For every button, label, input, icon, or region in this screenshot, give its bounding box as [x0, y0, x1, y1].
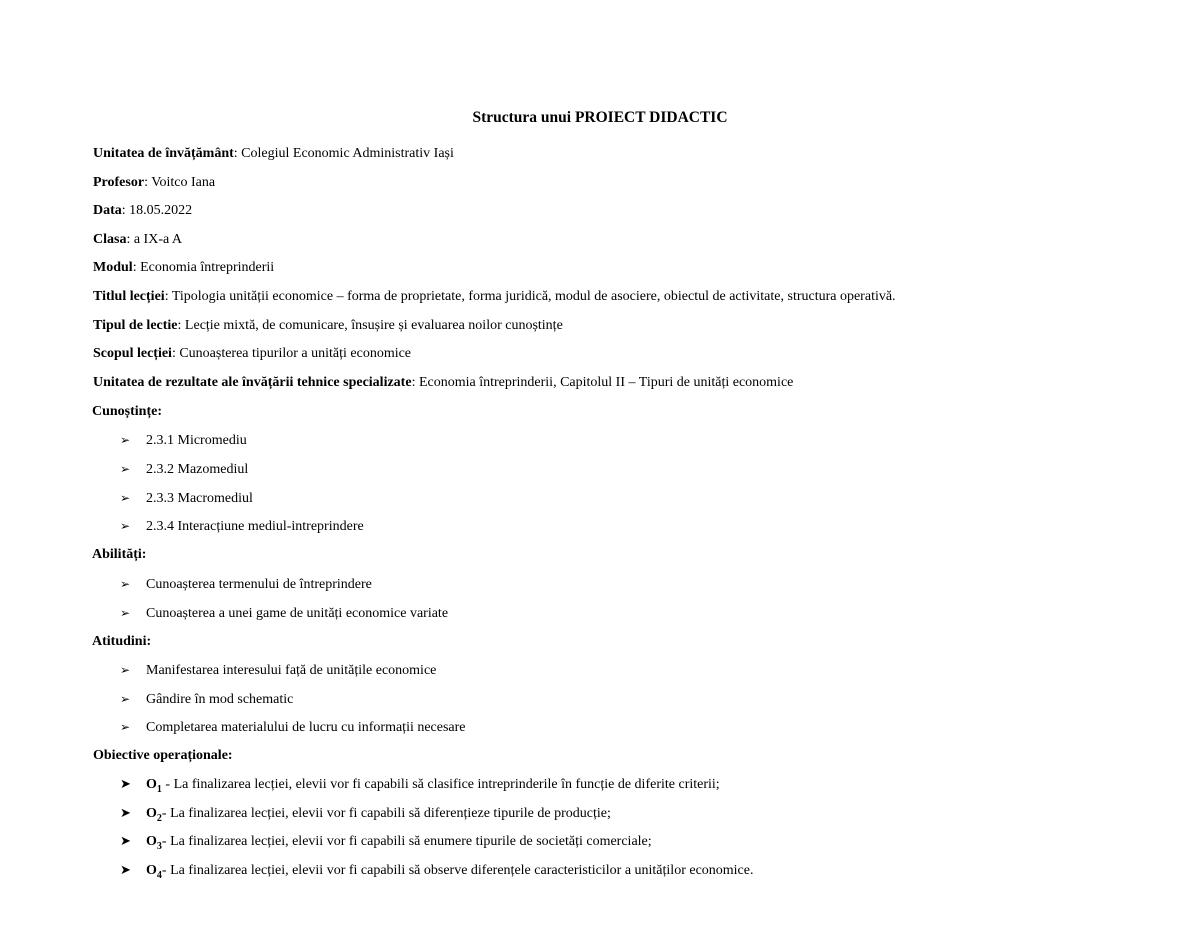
objective-item: ➤ $O_1$ - La finalizarea lecției, elevii vor fi capabili să clasifice intreprinderile în funcție de diferite criterii; — [120, 777, 720, 795]
field-label: Unitatea de rezultate ale învățării tehnice specializate — [93, 375, 412, 390]
field-value: Lecție mixtă, de comunicare, însușire și evaluarea noilor cunoștințe — [184, 318, 563, 333]
field-clasa: Clasa: a IX-a A — [93, 232, 183, 247]
list-item: ➢ Gândire în mod schematic — [120, 689, 293, 710]
arrowhead-bullet-icon: ➢ — [120, 433, 131, 447]
arrowhead-bullet-icon: ➢ — [120, 606, 131, 620]
section-heading-abilitati: Abilități: — [92, 547, 147, 562]
field-data: Data: 18.05.2022 — [93, 203, 193, 218]
field-unitate: Unitatea de învățământ: Colegiul Economic Administrativ Iași — [93, 146, 454, 161]
list-item: ➢ 2.3.1 Micromediu — [120, 430, 247, 451]
field-label: Clasa — [93, 232, 127, 247]
document-title: Structura unui PROIECT DIDACTIC — [472, 109, 728, 126]
objective-code: $O_3$ — [146, 834, 162, 852]
field-label: Profesor — [93, 175, 145, 190]
arrowhead-bullet-icon: ➢ — [120, 720, 131, 734]
field-value: a IX-a A — [133, 232, 183, 247]
list-item: ➢ 2.3.2 Mazomediul — [120, 459, 248, 480]
field-label: Titlul lecției — [93, 289, 165, 304]
field-value: Cunoașterea tipurilor a unități economice — [179, 346, 412, 361]
objective-item: ➤ $O_4-$ La finalizarea lecției, elevii vor fi capabili să observe diferențele caracteristicilor a unităților economice. — [120, 863, 754, 881]
field-value: Tipologia unității economice – forma de proprietate, forma juridică, modul de asociere, obiectul de activitate, structura operativă. — [171, 289, 896, 304]
list-item: ➢ Cunoașterea a unei game de unități economice variate — [120, 603, 448, 624]
section-heading-cunostinte: Cunoștințe: — [92, 404, 163, 419]
field-value: Colegiul Economic Administrativ Iași — [241, 146, 454, 161]
field-scopul-lectiei: Scopul lecției: Cunoașterea tipurilor a unități economice — [93, 346, 412, 361]
list-item: ➢ 2.3.3 Macromediul — [120, 488, 253, 509]
field-label: Modul — [93, 260, 133, 275]
field-value: Economia întreprinderii, Capitolul II – Tipuri de unități economice — [418, 375, 794, 390]
objective-item: ➤ $O_2-$ La finalizarea lecției, elevii vor fi capabili să diferențieze tipurile de producție; — [120, 806, 611, 824]
arrowhead-bullet-icon: ➤ — [120, 834, 131, 849]
section-heading-atitudini: Atitudini: — [92, 634, 152, 649]
field-label: Scopul lecției — [93, 346, 172, 361]
list-item: ➢ 2.3.4 Interacțiune mediul-intreprindere — [120, 516, 364, 537]
field-value: 18.05.2022 — [129, 203, 193, 218]
objective-code: $O_4$ — [146, 863, 162, 881]
arrowhead-bullet-icon: ➤ — [120, 863, 131, 878]
arrowhead-bullet-icon: ➢ — [120, 462, 131, 476]
field-modul: Modul: Economia întreprinderii — [93, 260, 275, 275]
arrowhead-bullet-icon: ➢ — [120, 692, 131, 706]
arrowhead-bullet-icon: ➤ — [120, 806, 131, 821]
objective-code: $O_1$ — [146, 777, 162, 795]
field-value: Economia întreprinderii — [140, 260, 275, 275]
arrowhead-bullet-icon: ➢ — [120, 663, 131, 677]
objective-item: ➤ $O_3-$ La finalizarea lecției, elevii vor fi capabili să enumere tipurile de societăți comerciale; — [120, 834, 652, 852]
arrowhead-bullet-icon: ➤ — [120, 777, 131, 792]
section-heading-obiective: Obiective operaționale: — [93, 748, 233, 763]
field-titlul-lectiei: Titlul lecției: Tipologia unității economice – forma de proprietate, forma juridică, modul de asociere, obiectul de activitate, structura operativă. — [93, 289, 896, 304]
field-value: Voitco Iana — [151, 175, 216, 190]
list-item: ➢ Completarea materialului de lucru cu informații necesare — [120, 717, 466, 738]
field-unitatea-rezultate: Unitatea de rezultate ale învățării tehnice specializate: Economia întreprinderii, Capitolul II – Tipuri de unități economice — [93, 375, 794, 390]
list-item: ➢ Cunoașterea termenului de întreprindere — [120, 574, 372, 595]
field-tipul-lectie: Tipul de lectie: Lecție mixtă, de comunicare, însușire și evaluarea noilor cunoștințe — [93, 318, 563, 333]
field-label: Data — [93, 203, 122, 218]
objective-code: $O_2$ — [146, 806, 162, 824]
arrowhead-bullet-icon: ➢ — [120, 519, 131, 533]
field-label: Unitatea de învățământ — [93, 146, 234, 161]
arrowhead-bullet-icon: ➢ — [120, 577, 131, 591]
field-profesor: Profesor: Voitco Iana — [93, 175, 216, 190]
field-label: Tipul de lectie — [93, 318, 178, 333]
list-item: ➢ Manifestarea interesului față de unitățile economice — [120, 660, 436, 681]
arrowhead-bullet-icon: ➢ — [120, 491, 131, 505]
